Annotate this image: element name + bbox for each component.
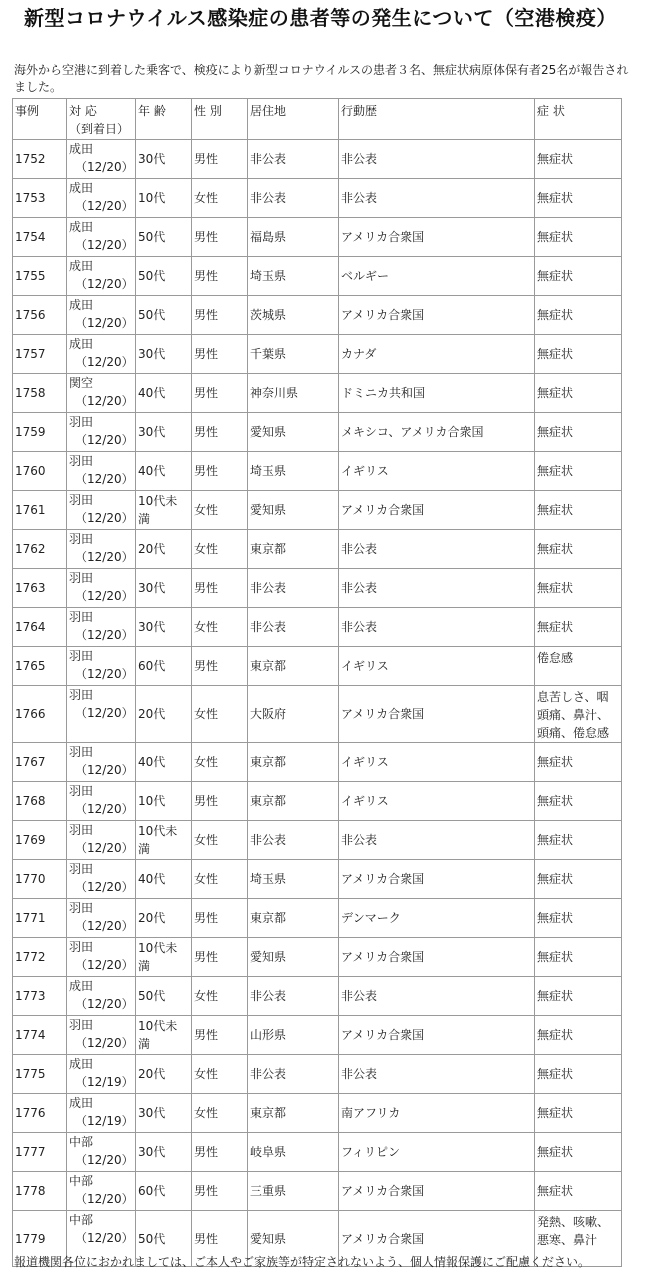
symptoms-cell: 無症状 [535,1094,622,1133]
symptoms-cell: 無症状 [535,821,622,860]
residence-cell: 非公表 [248,608,339,647]
residence-cell: 非公表 [248,179,339,218]
age-cell: 10代未満 [136,491,192,530]
header-travel-history: 行動歴 [339,99,535,140]
airport-label: 成田 [69,142,94,156]
age-cell: 50代 [136,218,192,257]
case-number-cell: 1765 [13,647,67,686]
destination-cell [67,374,136,413]
travel-history-cell: 非公表 [339,179,535,218]
sex-cell: 女性 [192,977,248,1016]
table-row [13,1172,622,1211]
symptoms-cell: 無症状 [535,1055,622,1094]
case-number-cell: 1772 [13,938,67,977]
case-number-cell: 1777 [13,1133,67,1172]
travel-history-cell: ベルギー [339,257,535,296]
case-number-cell: 1759 [13,413,67,452]
table-row [13,569,622,608]
sex-cell: 男性 [192,1211,248,1267]
case-number-cell: 1774 [13,1016,67,1055]
airport-label: 羽田 [69,823,94,837]
residence-cell: 非公表 [248,140,339,179]
age-cell: 20代 [136,1055,192,1094]
age-cell: 30代 [136,569,192,608]
table-row [13,821,622,860]
travel-history-cell: アメリカ合衆国 [339,860,535,899]
airport-label: 中部 [69,1174,94,1188]
table-row [13,140,622,179]
residence-cell: 山形県 [248,1016,339,1055]
airport-label: 羽田 [69,784,94,798]
age-cell: 30代 [136,1133,192,1172]
travel-history-cell: 非公表 [339,608,535,647]
travel-history-cell: 非公表 [339,140,535,179]
symptoms-cell: 無症状 [535,899,622,938]
airport-label: 羽田 [69,532,94,546]
case-number-cell: 1779 [13,1211,67,1267]
table-row [13,218,622,257]
destination-cell [67,491,136,530]
airport-label: 羽田 [69,493,94,507]
case-number-cell: 1769 [13,821,67,860]
arrival-date: （12/20） [75,277,134,291]
header-destination [67,99,136,140]
travel-history-cell: 非公表 [339,821,535,860]
destination-cell [67,179,136,218]
symptoms-cell: 無症状 [535,977,622,1016]
sex-cell: 男性 [192,647,248,686]
residence-cell: 非公表 [248,1055,339,1094]
travel-history-cell: 非公表 [339,1055,535,1094]
airport-label: 成田 [69,298,94,312]
age-cell: 40代 [136,860,192,899]
sex-cell: 男性 [192,1172,248,1211]
destination-cell [67,821,136,860]
residence-cell: 東京都 [248,647,339,686]
table-row [13,530,622,569]
destination-cell [67,413,136,452]
residence-cell: 東京都 [248,1094,339,1133]
airport-label: 羽田 [69,649,94,663]
destination-cell [67,296,136,335]
table-row [13,452,622,491]
sex-cell: 女性 [192,491,248,530]
age-cell: 30代 [136,140,192,179]
airport-label: 成田 [69,337,94,351]
destination-cell [67,1016,136,1055]
symptoms-cell: 無症状 [535,179,622,218]
symptoms-cell: 無症状 [535,530,622,569]
sex-cell: 男性 [192,296,248,335]
travel-history-cell: 非公表 [339,530,535,569]
symptoms-cell: 無症状 [535,938,622,977]
table-row [13,686,622,743]
travel-history-cell: イギリス [339,782,535,821]
table-row [13,899,622,938]
sex-cell: 男性 [192,1016,248,1055]
symptoms-cell: 発熱、咳嗽、悪寒、鼻汁 [535,1211,622,1267]
travel-history-cell: イギリス [339,452,535,491]
destination-cell [67,938,136,977]
destination-cell [67,743,136,782]
table-row [13,977,622,1016]
arrival-date: （12/20） [75,841,134,855]
airport-label: 成田 [69,181,94,195]
symptoms-cell: 無症状 [535,743,622,782]
arrival-date: （12/20） [75,997,134,1011]
symptoms-cell: 無症状 [535,335,622,374]
arrival-date: （12/20） [75,511,134,525]
header-arrival-date-label: （到着日） [69,122,130,136]
symptoms-cell: 無症状 [535,569,622,608]
travel-history-cell: アメリカ合衆国 [339,686,535,743]
symptoms-cell: 無症状 [535,452,622,491]
travel-history-cell: アメリカ合衆国 [339,1211,535,1267]
case-number-cell: 1757 [13,335,67,374]
destination-cell [67,782,136,821]
residence-cell: 東京都 [248,530,339,569]
sex-cell: 男性 [192,335,248,374]
case-number-cell: 1754 [13,218,67,257]
table-row [13,782,622,821]
sex-cell: 女性 [192,821,248,860]
arrival-date: （12/20） [75,1036,134,1050]
header-age: 年 齢 [136,99,192,140]
travel-history-cell: 非公表 [339,977,535,1016]
age-cell: 60代 [136,647,192,686]
age-cell: 20代 [136,899,192,938]
table-row [13,374,622,413]
case-number-cell: 1762 [13,530,67,569]
residence-cell: 神奈川県 [248,374,339,413]
arrival-date: （12/20） [75,355,134,369]
header-symptoms: 症 状 [535,99,622,140]
header-sex: 性 別 [192,99,248,140]
destination-cell [67,140,136,179]
airport-label: 成田 [69,1096,94,1110]
age-cell: 10代未満 [136,821,192,860]
symptoms-cell: 無症状 [535,140,622,179]
sex-cell: 女性 [192,530,248,569]
airport-label: 成田 [69,259,94,273]
sex-cell: 女性 [192,860,248,899]
sex-cell: 女性 [192,743,248,782]
table-row [13,1133,622,1172]
sex-cell: 男性 [192,413,248,452]
symptoms-cell: 倦怠感 [535,647,622,686]
sex-cell: 女性 [192,1055,248,1094]
destination-cell [67,899,136,938]
table-row [13,938,622,977]
airport-label: 羽田 [69,610,94,624]
table-row [13,491,622,530]
residence-cell: 埼玉県 [248,452,339,491]
destination-cell [67,569,136,608]
travel-history-cell: アメリカ合衆国 [339,296,535,335]
age-cell: 30代 [136,335,192,374]
airport-label: 羽田 [69,940,94,954]
residence-cell: 非公表 [248,821,339,860]
residence-cell: 福島県 [248,218,339,257]
table-body [13,140,622,1267]
sex-cell: 男性 [192,374,248,413]
airport-label: 羽田 [69,901,94,915]
airport-label: 羽田 [69,1018,94,1032]
case-number-cell: 1758 [13,374,67,413]
symptoms-cell: 無症状 [535,491,622,530]
residence-cell: 岐阜県 [248,1133,339,1172]
age-cell: 50代 [136,977,192,1016]
destination-cell [67,1055,136,1094]
airport-label: 羽田 [69,454,94,468]
table-row [13,413,622,452]
arrival-date: （12/20） [75,880,134,894]
age-cell: 50代 [136,257,192,296]
airport-label: 羽田 [69,415,94,429]
arrival-date: （12/20） [75,238,134,252]
age-cell: 30代 [136,1094,192,1133]
residence-cell: 愛知県 [248,491,339,530]
residence-cell: 非公表 [248,569,339,608]
age-cell: 40代 [136,743,192,782]
page-title: 新型コロナウイルス感染症の患者等の発生について（空港検疫） [24,6,617,30]
arrival-date: （12/20） [75,958,134,972]
destination-cell [67,608,136,647]
arrival-date: （12/20） [75,199,134,213]
travel-history-cell: アメリカ合衆国 [339,1172,535,1211]
table-header-row [13,99,622,140]
symptoms-cell: 無症状 [535,374,622,413]
arrival-date: （12/19） [75,1075,134,1089]
residence-cell: 東京都 [248,899,339,938]
arrival-date: （12/20） [75,763,134,777]
case-number-cell: 1771 [13,899,67,938]
arrival-date: （12/20） [75,667,134,681]
arrival-date: （12/20） [75,550,134,564]
age-cell: 50代 [136,296,192,335]
table-row [13,179,622,218]
case-number-cell: 1775 [13,1055,67,1094]
symptoms-cell: 無症状 [535,413,622,452]
case-number-cell: 1768 [13,782,67,821]
table-row [13,257,622,296]
sex-cell: 男性 [192,140,248,179]
case-number-cell: 1776 [13,1094,67,1133]
destination-cell [67,218,136,257]
age-cell: 60代 [136,1172,192,1211]
travel-history-cell: 非公表 [339,569,535,608]
table-row [13,296,622,335]
header-case: 事例 [13,99,67,140]
symptoms-cell: 無症状 [535,257,622,296]
arrival-date: （12/20） [75,160,134,174]
age-cell: 30代 [136,608,192,647]
sex-cell: 男性 [192,899,248,938]
travel-history-cell: 南アフリカ [339,1094,535,1133]
age-cell: 10代未満 [136,938,192,977]
residence-cell: 茨城県 [248,296,339,335]
residence-cell: 愛知県 [248,413,339,452]
table-row [13,1094,622,1133]
residence-cell: 東京都 [248,782,339,821]
arrival-date: （12/20） [75,706,134,720]
arrival-date: （12/20） [75,472,134,486]
arrival-date: （12/20） [75,919,134,933]
case-number-cell: 1752 [13,140,67,179]
residence-cell: 千葉県 [248,335,339,374]
travel-history-cell: アメリカ合衆国 [339,218,535,257]
destination-cell [67,977,136,1016]
symptoms-cell: 無症状 [535,782,622,821]
travel-history-cell: フィリピン [339,1133,535,1172]
case-number-cell: 1763 [13,569,67,608]
travel-history-cell: イギリス [339,743,535,782]
age-cell: 10代 [136,782,192,821]
arrival-date: （12/20） [75,1231,134,1245]
footer-note: 報道機関各位におかれましては、ご本人やご家族等が特定されないよう、個人情報保護にご配慮ください。 [14,1255,591,1269]
arrival-date: （12/20） [75,802,134,816]
case-number-cell: 1753 [13,179,67,218]
case-number-cell: 1770 [13,860,67,899]
symptoms-cell: 無症状 [535,1133,622,1172]
airport-label: 羽田 [69,688,94,702]
symptoms-cell: 息苦しさ、咽頭痛、鼻汁、頭痛、倦怠感 [535,686,622,743]
age-cell: 50代 [136,1211,192,1267]
header-destination-label: 対 応 [69,104,97,118]
airport-label: 中部 [69,1135,94,1149]
table-row [13,608,622,647]
residence-cell: 非公表 [248,977,339,1016]
sex-cell: 男性 [192,218,248,257]
age-cell: 10代未満 [136,1016,192,1055]
symptoms-cell: 無症状 [535,1172,622,1211]
residence-cell: 埼玉県 [248,257,339,296]
sex-cell: 女性 [192,608,248,647]
destination-cell [67,335,136,374]
travel-history-cell: メキシコ、アメリカ合衆国 [339,413,535,452]
travel-history-cell: アメリカ合衆国 [339,491,535,530]
travel-history-cell: イギリス [339,647,535,686]
age-cell: 40代 [136,452,192,491]
arrival-date: （12/20） [75,1153,134,1167]
travel-history-cell: デンマーク [339,899,535,938]
case-number-cell: 1773 [13,977,67,1016]
case-number-cell: 1755 [13,257,67,296]
sex-cell: 男性 [192,257,248,296]
symptoms-cell: 無症状 [535,860,622,899]
symptoms-cell: 無症状 [535,296,622,335]
residence-cell: 大阪府 [248,686,339,743]
airport-label: 羽田 [69,862,94,876]
destination-cell [67,1094,136,1133]
travel-history-cell: アメリカ合衆国 [339,1016,535,1055]
table-row [13,743,622,782]
airport-label: 中部 [69,1213,94,1227]
table-row [13,860,622,899]
age-cell: 10代 [136,179,192,218]
table-row [13,647,622,686]
destination-cell [67,860,136,899]
destination-cell [67,257,136,296]
sex-cell: 男性 [192,569,248,608]
symptoms-cell: 無症状 [535,608,622,647]
arrival-date: （12/19） [75,1114,134,1128]
arrival-date: （12/20） [75,1192,134,1206]
arrival-date: （12/20） [75,433,134,447]
case-number-cell: 1764 [13,608,67,647]
sex-cell: 男性 [192,938,248,977]
sex-cell: 女性 [192,1094,248,1133]
table-row [13,1016,622,1055]
airport-label: 成田 [69,979,94,993]
table-row [13,1055,622,1094]
age-cell: 30代 [136,413,192,452]
airport-label: 羽田 [69,571,94,585]
age-cell: 20代 [136,686,192,743]
residence-cell: 東京都 [248,743,339,782]
case-number-cell: 1767 [13,743,67,782]
destination-cell [67,686,136,743]
sex-cell: 男性 [192,1133,248,1172]
destination-cell [67,1133,136,1172]
residence-cell: 愛知県 [248,938,339,977]
intro-text: 海外から空港に到着した乗客で、検疫により新型コロナウイルスの患者３名、無症状病原体保有者25名が報告されました。 [14,63,629,94]
airport-label: 羽田 [69,745,94,759]
destination-cell [67,452,136,491]
airport-label: 関空 [69,376,94,390]
symptoms-cell: 無症状 [535,218,622,257]
travel-history-cell: ドミニカ共和国 [339,374,535,413]
arrival-date: （12/20） [75,394,134,408]
travel-history-cell: カナダ [339,335,535,374]
symptoms-cell: 無症状 [535,1016,622,1055]
travel-history-cell: アメリカ合衆国 [339,938,535,977]
sex-cell: 男性 [192,452,248,491]
residence-cell: 三重県 [248,1172,339,1211]
arrival-date: （12/20） [75,589,134,603]
case-number-cell: 1778 [13,1172,67,1211]
airport-label: 成田 [69,1057,94,1071]
case-number-cell: 1761 [13,491,67,530]
age-cell: 20代 [136,530,192,569]
destination-cell [67,1172,136,1211]
header-residence: 居住地 [248,99,339,140]
table-row [13,335,622,374]
case-number-cell: 1766 [13,686,67,743]
destination-cell [67,647,136,686]
case-number-cell: 1760 [13,452,67,491]
sex-cell: 女性 [192,179,248,218]
arrival-date: （12/20） [75,316,134,330]
residence-cell: 埼玉県 [248,860,339,899]
cases-table [12,98,622,1267]
airport-label: 成田 [69,220,94,234]
sex-cell: 男性 [192,782,248,821]
residence-cell: 愛知県 [248,1211,339,1267]
case-number-cell: 1756 [13,296,67,335]
destination-cell [67,530,136,569]
arrival-date: （12/20） [75,628,134,642]
sex-cell: 女性 [192,686,248,743]
age-cell: 40代 [136,374,192,413]
